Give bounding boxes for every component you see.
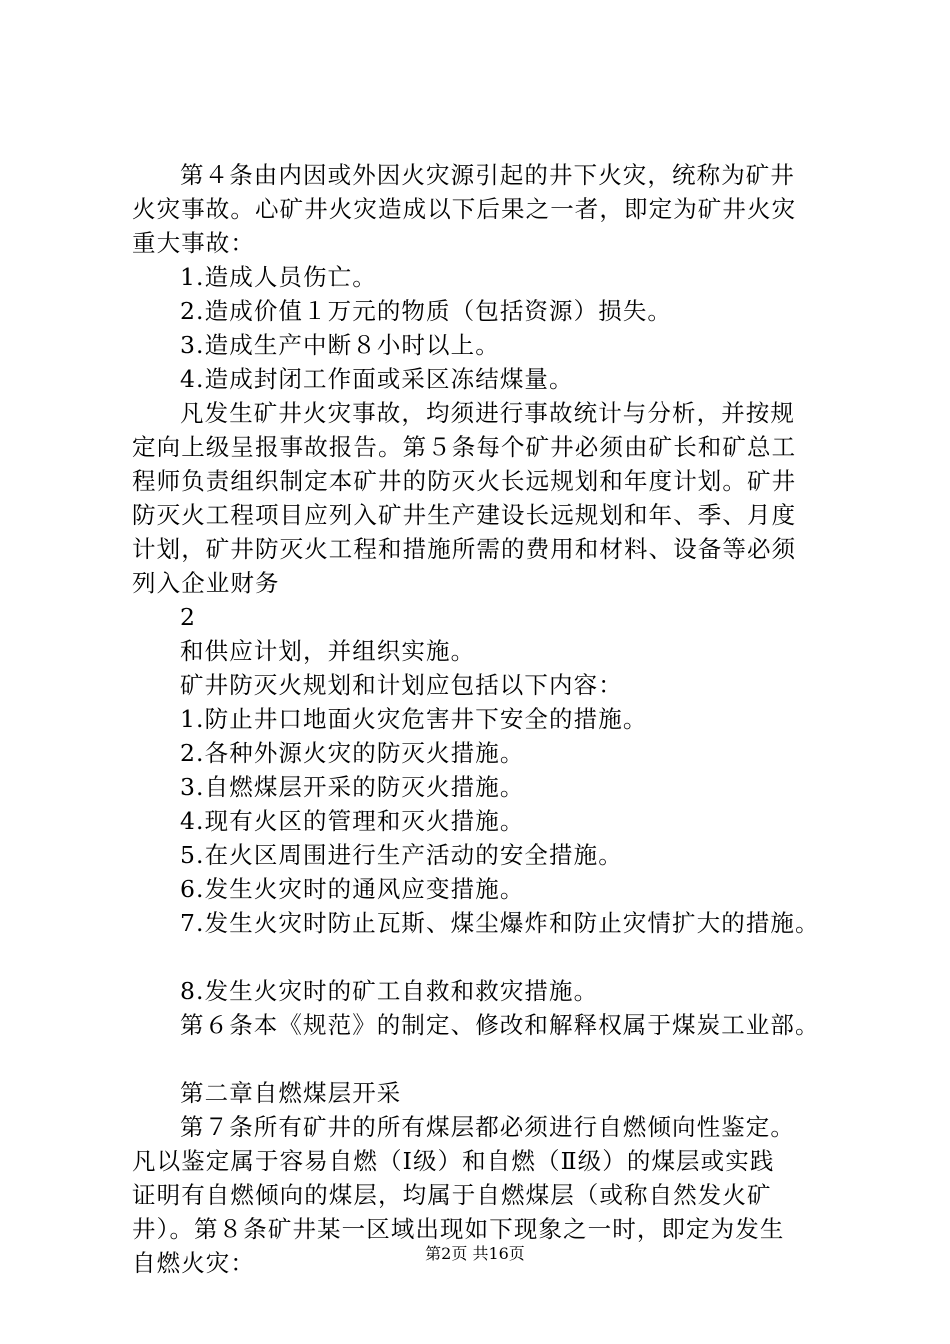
blank-line bbox=[132, 940, 847, 974]
paragraph-article-7-line-3: 证明有自燃倾向的煤层，均属于自燃煤层（或称自然发火矿 bbox=[132, 1181, 772, 1209]
paragraph-report-line-6: 列入企业财务 bbox=[132, 569, 280, 597]
plan-item-1: 1.防止井口地面火灾危害井下安全的措施。 bbox=[180, 705, 648, 733]
consequence-item-1: 1.造成人员伤亡。 bbox=[180, 263, 377, 291]
plan-item-7: 7.发生火灾时防止瓦斯、煤尘爆炸和防止灾情扩大的措施。 bbox=[180, 909, 820, 937]
plan-item-8: 8.发生火灾时的矿工自救和救灾措施。 bbox=[180, 977, 599, 1005]
page-footer bbox=[0, 1244, 950, 1264]
inline-page-marker: 2 bbox=[180, 603, 197, 631]
plan-item-6: 6.发生火灾时的通风应变措施。 bbox=[180, 875, 525, 903]
paragraph-plan-contents-intro: 矿井防灭火规划和计划应包括以下内容： bbox=[180, 671, 623, 699]
paragraph-report-line-5: 计划，矿井防灭火工程和措施所需的费用和材料、设备等必须 bbox=[132, 535, 797, 563]
paragraph-article-7-line-4: 井）。第８条矿井某一区域出现如下现象之一时，即定为发生 bbox=[132, 1215, 785, 1243]
paragraph-report-line-2: 定向上级呈报事故报告。第５条每个矿井必须由矿长和矿总工 bbox=[132, 433, 797, 461]
chapter-heading: 第二章自燃煤层开采 bbox=[180, 1079, 402, 1107]
paragraph-report-line-1: 凡发生矿井火灾事故，均须进行事故统计与分析，并按规 bbox=[180, 399, 795, 427]
paragraph-article-4-line-3: 重大事故： bbox=[132, 229, 255, 257]
plan-item-3: 3.自燃煤层开采的防灭火措施。 bbox=[180, 773, 525, 801]
page-number: 第2页 共16页 bbox=[425, 1244, 525, 1263]
paragraph-report-line-4: 防灭火工程项目应列入矿井生产建设长远规划和年、季、月度 bbox=[132, 501, 797, 529]
plan-item-5: 5.在火区周围进行生产活动的安全措施。 bbox=[180, 841, 623, 869]
paragraph-supply-plan: 和供应计划，并组织实施。 bbox=[180, 637, 476, 665]
paragraph-article-4-line-1: 第４条由内因或外因火灾源引起的井下火灾，统称为矿井 bbox=[180, 161, 795, 189]
paragraph-report-line-3: 程师负责组织制定本矿井的防灭火长远规划和年度计划。矿井 bbox=[132, 467, 797, 495]
blank-line bbox=[132, 1042, 847, 1076]
paragraph-article-7-line-5: 自燃火灾： bbox=[132, 1249, 255, 1277]
document-body bbox=[132, 158, 847, 1280]
plan-item-2: 2.各种外源火灾的防灭火措施。 bbox=[180, 739, 525, 767]
consequence-item-2: 2.造成价值１万元的物质（包括资源）损失。 bbox=[180, 297, 673, 325]
plan-item-4: 4.现有火区的管理和灭火措施。 bbox=[180, 807, 525, 835]
paragraph-article-7-line-1: 第７条所有矿井的所有煤层都必须进行自燃倾向性鉴定。 bbox=[180, 1113, 795, 1141]
paragraph-article-4-line-2: 火灾事故。心矿井火灾造成以下后果之一者，即定为矿井火灾 bbox=[132, 195, 797, 223]
consequence-item-4: 4.造成封闭工作面或采区冻结煤量。 bbox=[180, 365, 574, 393]
consequence-item-3: 3.造成生产中断８小时以上。 bbox=[180, 331, 500, 359]
paragraph-article-6: 第６条本《规范》的制定、修改和解释权属于煤炭工业部。 bbox=[180, 1011, 820, 1039]
paragraph-article-7-line-2: 凡以鉴定属于容易自燃（Ⅰ级）和自燃（Ⅱ级）的煤层或实践 bbox=[132, 1147, 775, 1175]
